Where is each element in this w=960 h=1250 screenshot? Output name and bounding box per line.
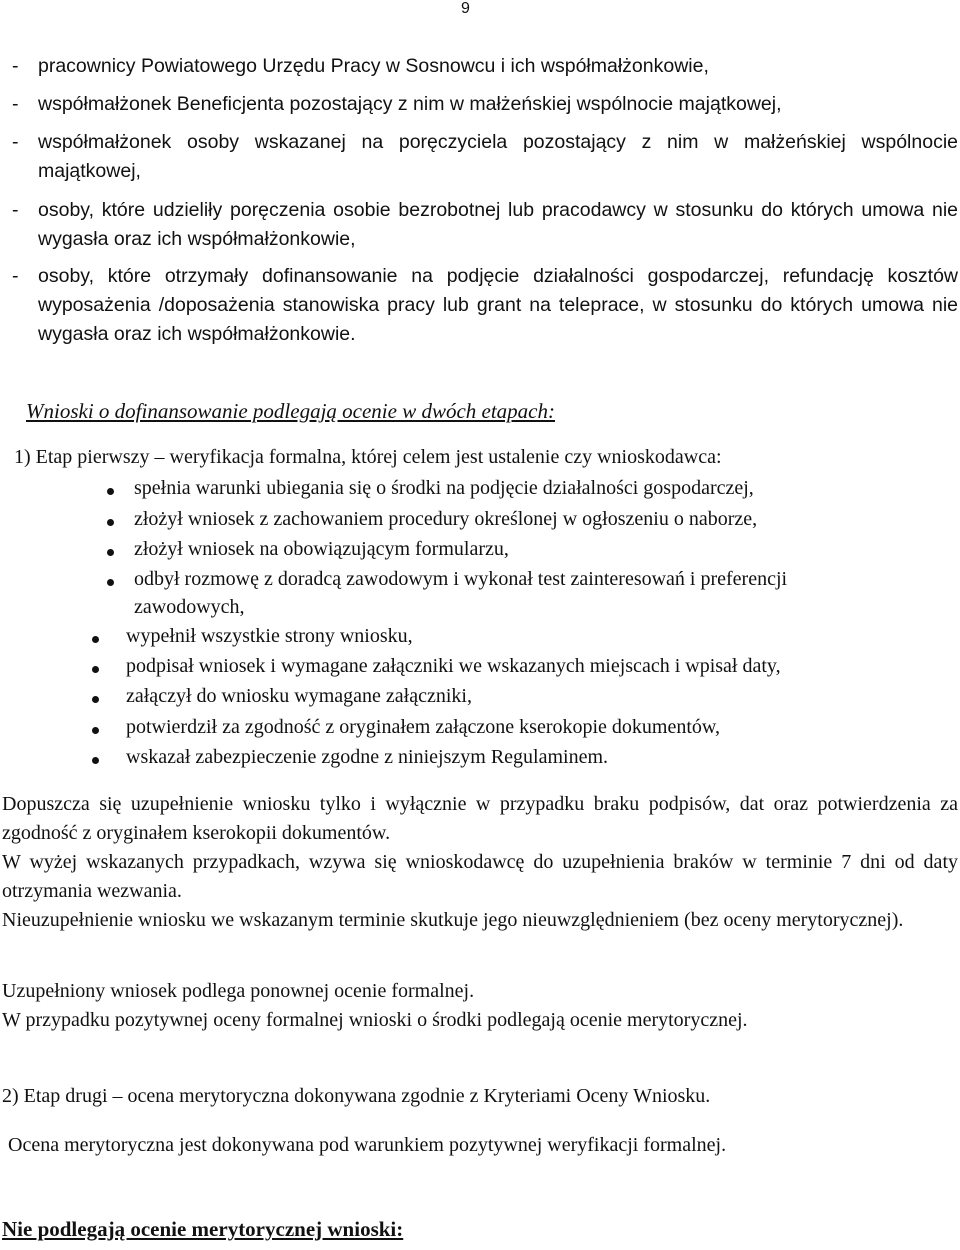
bullet-icon xyxy=(92,666,99,673)
criteria-item: wypełnił wszystkie strony wniosku, xyxy=(126,625,413,647)
list-item-text: pracownicy Powiatowego Urzędu Pracy w Sosnowcu i ich współmałżonkowie, xyxy=(38,55,709,77)
page-number: 9 xyxy=(461,0,470,17)
list-item xyxy=(12,196,958,254)
stage-1-intro: 1) Etap pierwszy – weryfikacja formalna, której celem jest ustalenie czy wnioskodawca: xyxy=(14,446,722,468)
criteria-item: spełnia warunki ubiegania się o środki na podjęcie działalności gospodarczej, xyxy=(134,477,754,499)
criteria-item: potwierdził za zgodność z oryginałem załączone kserokopie dokumentów, xyxy=(126,716,721,738)
list-item-text: współmałżonek osoby wskazanej na poręczyciela pozostający z nim w małżeńskiej wspólnocie majątkowej, xyxy=(38,131,958,182)
stage-2-note: Ocena merytoryczna jest dokonywana pod warunkiem pozytywnej weryfikacji formalnej. xyxy=(8,1134,727,1156)
dash-marker: - xyxy=(12,93,19,115)
criteria-item: podpisał wniosek i wymagane załączniki we wskazanych miejscach i wpisał daty, xyxy=(126,655,781,677)
stage-2-heading: 2) Etap drugi – ocena merytoryczna dokonywana zgodnie z Kryteriami Oceny Wniosku. xyxy=(2,1085,711,1107)
criteria-item: złożył wniosek z zachowaniem procedury określonej w ogłoszeniu o naborze, xyxy=(134,508,758,530)
paragraph: Dopuszcza się uzupełnienie wniosku tylko i wyłącznie w przypadku braku podpisów, dat oraz potwierdzenia za zgodność z oryginałem kserokopii dokumentów. xyxy=(2,793,958,844)
dash-marker: - xyxy=(12,131,19,153)
list-item xyxy=(12,128,958,186)
list-item xyxy=(12,90,958,119)
dash-marker: - xyxy=(12,199,19,221)
criteria-item: złożył wniosek na obowiązującym formularzu, xyxy=(134,538,509,560)
criteria-item: załączył do wniosku wymagane załączniki, xyxy=(126,685,472,707)
dash-marker: - xyxy=(12,265,19,287)
list-item xyxy=(12,262,958,349)
list-item-text: osoby, które udzieliły poręczenia osobie bezrobotnej lub pracodawcy w stosunku do których umowa nie wygasła oraz ich współmałżonkowie, xyxy=(38,199,958,250)
final-heading: Nie podlegają ocenie merytorycznej wnioski: xyxy=(2,1217,404,1241)
bullet-icon xyxy=(92,636,99,643)
criteria-item-continuation: zawodowych, xyxy=(134,596,245,618)
criteria-item: odbył rozmowę z doradcą zawodowym i wykonał test zainteresowań i preferencji xyxy=(134,568,788,590)
paragraph: Nieuzupełnienie wniosku we wskazanym terminie skutkuje jego nieuwzględnieniem (bez oceny merytorycznej). xyxy=(2,909,904,931)
bullet-icon xyxy=(107,519,114,526)
list-item xyxy=(12,52,958,81)
criteria-item: wskazał zabezpieczenie zgodne z niniejszym Regulaminem. xyxy=(126,746,609,768)
bullet-icon xyxy=(92,727,99,734)
paragraph: W przypadku pozytywnej oceny formalnej wnioski o środki podlegają ocenie merytorycznej. xyxy=(2,1009,748,1031)
bullet-icon xyxy=(107,488,114,495)
dash-marker: - xyxy=(12,55,19,77)
paragraph: Uzupełniony wniosek podlega ponownej ocenie formalnej. xyxy=(2,980,475,1002)
list-item-text: współmałżonek Beneficjenta pozostający z nim w małżeńskiej wspólnocie majątkowej, xyxy=(38,93,782,115)
section-title: Wnioski o dofinansowanie podlegają ocenie w dwóch etapach: xyxy=(26,399,555,423)
bullet-icon xyxy=(92,757,99,764)
bullet-icon xyxy=(107,579,114,586)
bullet-icon xyxy=(107,549,114,556)
paragraph: W wyżej wskazanych przypadkach, wzywa się wnioskodawcę do uzupełnienia braków w terminie 7 dni od daty otrzymania wezwania. xyxy=(2,851,958,902)
list-item-text: osoby, które otrzymały dofinansowanie na podjęcie działalności gospodarczej, refundację kosztów wyposażenia /doposażenia stanowiska pracy lub grant na teleprace, w stosunku do których umowa nie wygasła oraz ich współmałżonkowie. xyxy=(38,265,958,345)
bullet-icon xyxy=(92,696,99,703)
